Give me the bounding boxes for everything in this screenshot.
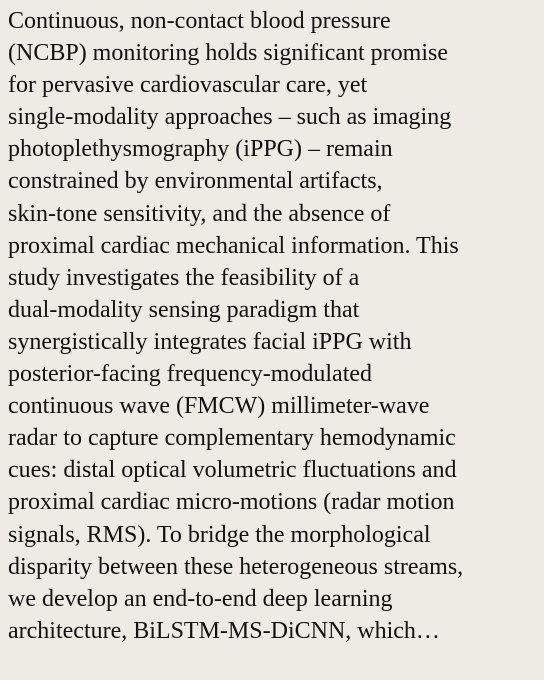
text-line: continuous wave (FMCW) millimeter-wave [8, 393, 430, 420]
text-line: radar to capture complementary hemodynamic [8, 425, 456, 452]
text-line: for pervasive cardiovascular care, yet [8, 72, 368, 99]
text-line: architecture, BiLSTM-MS-DiCNN, which… [8, 617, 440, 644]
text-line: posterior-facing frequency-modulated [8, 361, 373, 388]
text-line: synergistically integrates facial iPPG with [8, 328, 412, 355]
text-line: skin-tone sensitivity, and the absence of [8, 200, 391, 227]
text-line: proximal cardiac micro-motions (radar motion [8, 489, 455, 516]
text-line: Continuous, non-contact blood pressure [8, 8, 391, 34]
text-line: disparity between these heterogeneous streams, [8, 553, 464, 580]
text-line: we develop an end-to-end deep learning [8, 585, 393, 612]
text-line: cues: distal optical volumetric fluctuations and [8, 457, 457, 484]
text-line: proximal cardiac mechanical information. This [8, 232, 459, 259]
text-line: study investigates the feasibility of a [8, 264, 360, 291]
text-line: (NCBP) monitoring holds significant promise [8, 40, 448, 67]
abstract-paragraph [8, 5, 544, 647]
text-line: photoplethysmography (iPPG) – remain [8, 136, 393, 163]
text-line: signals, RMS). To bridge the morphological [8, 521, 431, 548]
text-line: constrained by environmental artifacts, [8, 168, 383, 195]
text-line: dual-modality sensing paradigm that [8, 296, 360, 323]
text-line: single-modality approaches – such as imaging [8, 104, 452, 131]
